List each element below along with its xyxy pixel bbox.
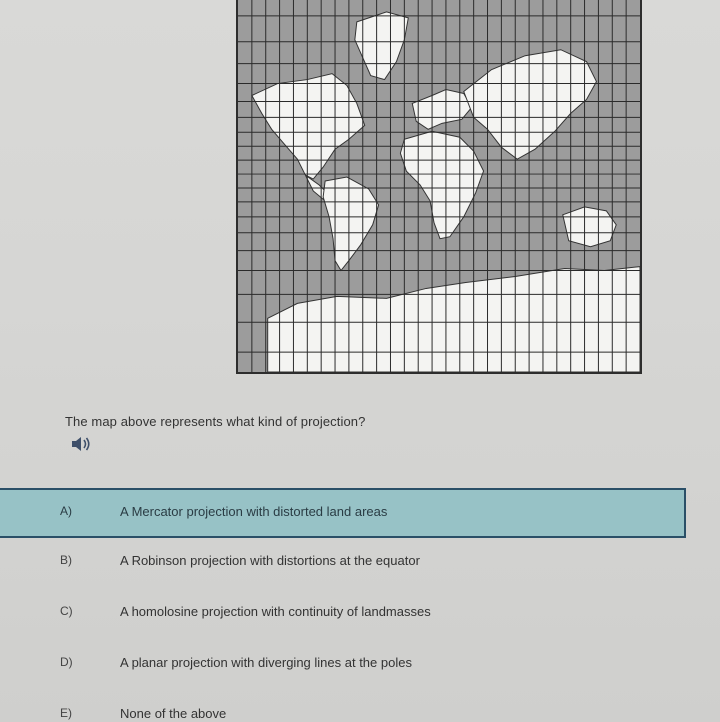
answer-letter: E) — [60, 706, 72, 720]
answer-option-c[interactable] — [0, 590, 686, 640]
world-map — [236, 0, 642, 374]
question-text: The map above represents what kind of projection? — [65, 414, 366, 429]
speaker-icon[interactable] — [70, 434, 92, 454]
answer-letter: D) — [60, 655, 73, 669]
mercator-map-image — [238, 0, 640, 372]
answer-option-e[interactable] — [0, 692, 686, 722]
answer-letter: A) — [60, 504, 72, 518]
answer-option-b[interactable] — [0, 539, 686, 589]
answer-option-d[interactable] — [0, 641, 686, 691]
answer-text: None of the above — [120, 706, 227, 721]
answer-text: A planar projection with diverging lines at the poles — [120, 655, 412, 670]
answer-text: A Mercator projection with distorted land areas — [120, 504, 388, 519]
answer-text: A homolosine projection with continuity of landmasses — [120, 604, 431, 619]
answer-letter: C) — [60, 604, 73, 618]
answer-letter: B) — [60, 553, 72, 567]
answer-text: A Robinson projection with distortions at the equator — [120, 553, 420, 568]
answer-option-a[interactable] — [0, 488, 686, 538]
